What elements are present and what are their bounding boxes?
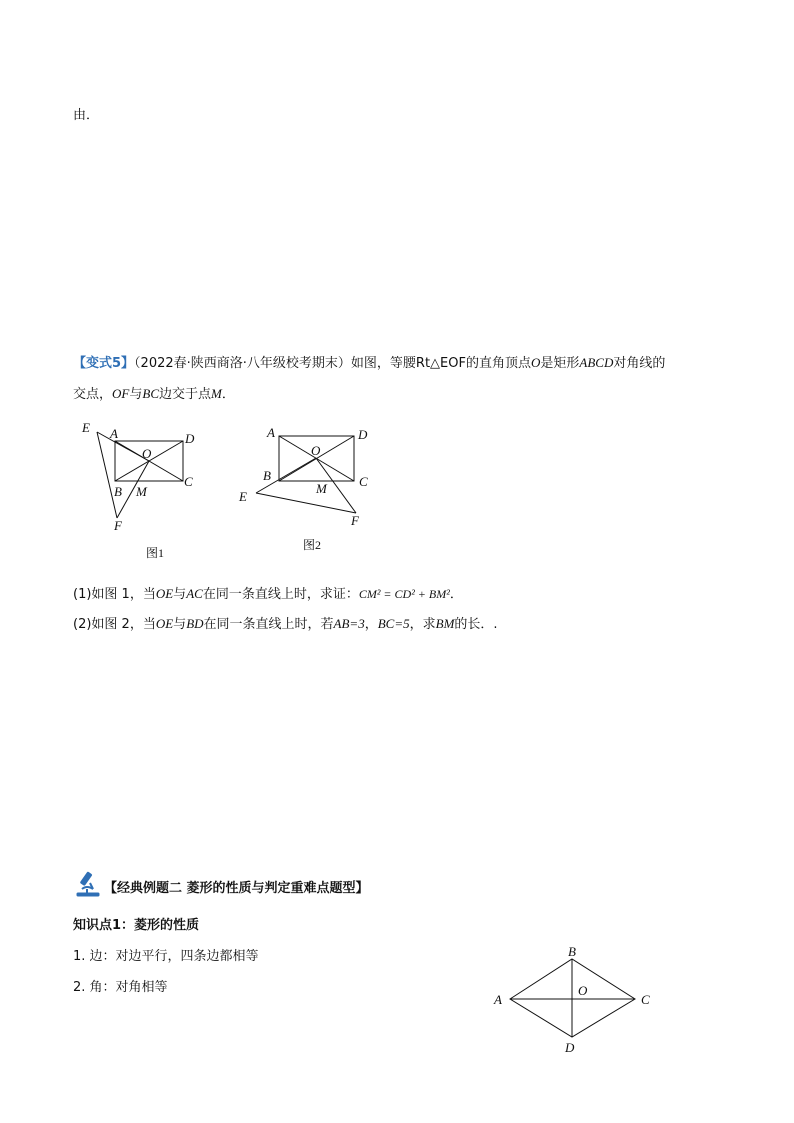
fig1-label-c: C <box>184 474 193 489</box>
rhombus-label-d: D <box>565 1040 575 1055</box>
fig2-segment-ef <box>256 493 356 513</box>
q2-bc: BC=5 <box>377 616 410 631</box>
q2-d: ，求 <box>409 617 436 632</box>
fig1-label-a: A <box>110 426 118 441</box>
variant5-text1: 如图，等腰 <box>350 356 416 371</box>
variant5-text4: 对角线的 <box>613 356 666 371</box>
question-1 <box>73 583 463 602</box>
line2-c: 边交于点 <box>159 387 212 402</box>
fig2-label-a: A <box>267 425 275 440</box>
fig2-caption: 图2 <box>303 538 322 552</box>
figure-1 <box>70 415 210 565</box>
fig2-label-e: E <box>239 489 247 504</box>
q2-c: 在同一条直线上时，若 <box>203 617 334 632</box>
fig1-label-d: D <box>185 431 195 446</box>
fig2-label-m: M <box>316 481 327 496</box>
variant5-tag: 【变式5】 <box>73 356 135 371</box>
fig1-label-b: B <box>114 484 122 499</box>
q2-e: 的长．. <box>454 617 498 632</box>
rhombus-label-c: C <box>641 992 650 1007</box>
q1-formula: CM² = CD² + BM² <box>358 587 450 601</box>
fig1-label-f: F <box>114 518 122 533</box>
section-title: 【经典例题二 菱形的性质与判定重难点题型】 <box>104 881 369 896</box>
fig1-caption: 图1 <box>146 546 165 560</box>
fig2-label-o: O <box>311 443 321 458</box>
q2-bd: BD <box>186 616 204 631</box>
q2-b: 与 <box>173 617 187 632</box>
variant5-rect: ABCD <box>579 355 614 370</box>
line2-of: OF <box>112 386 130 401</box>
q2-sep: ， <box>364 617 378 632</box>
variant5-text2: 的直角顶点 <box>465 356 531 371</box>
variant5-text3: 是矩形 <box>540 356 580 371</box>
knowledge-point-title: 知识点1：菱形的性质 <box>73 918 200 933</box>
line2-d: ． <box>221 387 235 402</box>
variant5-point-o: O <box>531 355 541 370</box>
property-item-2: 2. 角：对角相等 <box>73 980 168 995</box>
line2-b: 与 <box>129 387 143 402</box>
variant5-line2 <box>73 383 235 402</box>
question-2 <box>73 613 498 632</box>
q1-c: 在同一条直线上时，求证： <box>202 587 359 602</box>
microscope-icon <box>73 869 103 899</box>
rhombus-label-o: O <box>578 983 588 998</box>
q1-ac: AC <box>186 586 203 601</box>
fig1-segment-ef <box>97 432 117 518</box>
variant5-source: （2022春·陕西商洛·八年级校考期末） <box>134 356 351 371</box>
rhombus-figure <box>485 940 665 1065</box>
variant5-line1 <box>73 352 665 371</box>
variant5-triangle: Rt△EOF <box>415 356 466 371</box>
fig1-label-e: E <box>82 420 90 435</box>
q2-a: 如图 2，当 <box>91 617 156 632</box>
property-item-1: 1. 边：对边平行，四条边都相等 <box>73 949 259 964</box>
fig2-label-b: B <box>263 468 271 483</box>
fig2-label-c: C <box>359 474 368 489</box>
top-fragment: 由． <box>73 108 100 123</box>
q1-d: ． <box>449 587 463 602</box>
fig2-label-f: F <box>351 513 359 528</box>
figure-2 <box>230 415 390 565</box>
rhombus-label-b: B <box>568 944 576 959</box>
q2-oe: OE <box>155 616 174 631</box>
q2-ab: AB=3 <box>333 616 365 631</box>
q1-b: 与 <box>173 587 187 602</box>
line2-m: M <box>211 386 222 401</box>
q2-bm: BM <box>435 616 455 631</box>
q1-a: 如图 1，当 <box>91 587 156 602</box>
fig1-label-o: O <box>142 446 152 461</box>
fig2-label-d: D <box>358 427 368 442</box>
rhombus-label-a: A <box>494 992 502 1007</box>
q1-oe: OE <box>155 586 174 601</box>
q2-number: (2) <box>73 617 92 632</box>
fig1-label-m: M <box>136 484 147 499</box>
line2-bc: BC <box>142 386 159 401</box>
q1-number: (1) <box>73 587 92 602</box>
line2-a: 交点， <box>73 387 113 402</box>
